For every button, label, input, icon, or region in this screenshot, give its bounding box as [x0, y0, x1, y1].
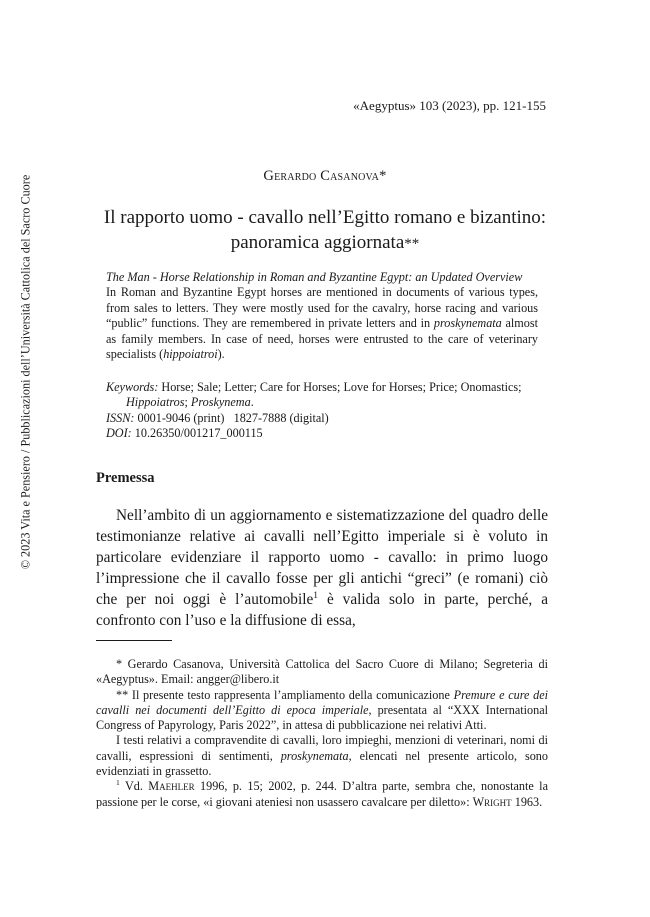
abstract — [106, 270, 538, 362]
issn: ISSN: 0001-9046 (print) 1827-7888 (digital) — [106, 410, 329, 425]
author-last-name: Casanova — [320, 168, 380, 184]
footnote-separator — [96, 640, 172, 641]
author-name — [0, 168, 650, 185]
footnote-ref-1[interactable]: 1 — [313, 590, 318, 601]
title-line-2: panoramica aggiornata** — [230, 232, 420, 253]
body-paragraph: Nell’ambito di un aggiornamento e sistematizzazione del quadro delle testimonianze relative ai cavalli nell’Egitto imperiale si è voluto in particolare evidenziare il rapporto uomo - cavallo: in primo luogo l’impressione che il cavallo fosse per gli antichi “greci” (e romani) ciò che per noi oggi è l’automobile$^1$ è valida solo in parte, perché, a confronto con l’uso e la diffusione di essa, — [96, 507, 549, 629]
section-heading: Premessa — [96, 470, 155, 486]
footnotes — [96, 657, 548, 810]
keywords: Keywords: Horse; Sale; Letter; Care for Horses; Love for Horses; Price; Onomastics; Hippoiatros; Proskynema. — [106, 380, 522, 410]
journal-reference: «Aegyptus» 103 (2023), pp. 121-155 — [353, 98, 546, 113]
copyright-text: © 2023 Vita e Pensiero / Pubblicazioni dell’Università Cattolica del Sacro Cuore — [18, 174, 33, 570]
abstract-text: In Roman and Byzantine Egypt horses are mentioned in documents of various types, from sales to letters. They were mostly used for the cavalry, horse racing and various “public” functions. They are remembered in private letters and in proskynemata almost as family members. In case of need, horses were entrusted to the care of veterinary specialists (hippoiatroi). — [106, 285, 539, 362]
title-line-1: Il rapporto uomo - cavallo nell’Egitto romano e bizantino: — [103, 207, 547, 228]
title-footnote-mark: ** — [404, 236, 420, 252]
article-title — [80, 205, 570, 257]
abstract-english-title: The Man - Horse Relationship in Roman and Byzantine Egypt: an Updated Overview — [106, 270, 523, 284]
author-footnote-mark: * — [379, 168, 387, 184]
footnote-title-note: I testi relativi a compravendite di cavalli, loro impieghi, menzioni di veterinari, nomi di cavalli, espressioni di sentimenti, proskynemata, elencati nel presente articolo, sono evidenziati in grassetto. — [96, 733, 548, 779]
author-first-name: Gerardo — [263, 168, 321, 184]
doi: DOI: 10.26350/001217_000115 — [106, 426, 263, 441]
footnote-title: ** Il presente testo rappresenta l’ampliamento della comunicazione Premure e cure dei cavalli nei documenti dell’Egitto di epoca imperiale, presentata al “XXX International Congress of Papyrology, Paris 2022”, in attesa di pubblicazione nei relativi Atti. — [96, 687, 548, 733]
footnote-author: * Gerardo Casanova, Università Cattolica del Sacro Cuore di Milano; Segreteria di «Aegyptus». Email: angger@libero.it — [96, 657, 548, 687]
footnote-1: $^1$ Vd. Maehler 1996, p. 15; 2002, p. 244. D’altra parte, sembra che, nonostante la passione per le corse, «i giovani ateniesi non usassero cavalcare per diletto»: Wright 1963. — [96, 778, 548, 809]
article-metadata — [106, 380, 538, 442]
